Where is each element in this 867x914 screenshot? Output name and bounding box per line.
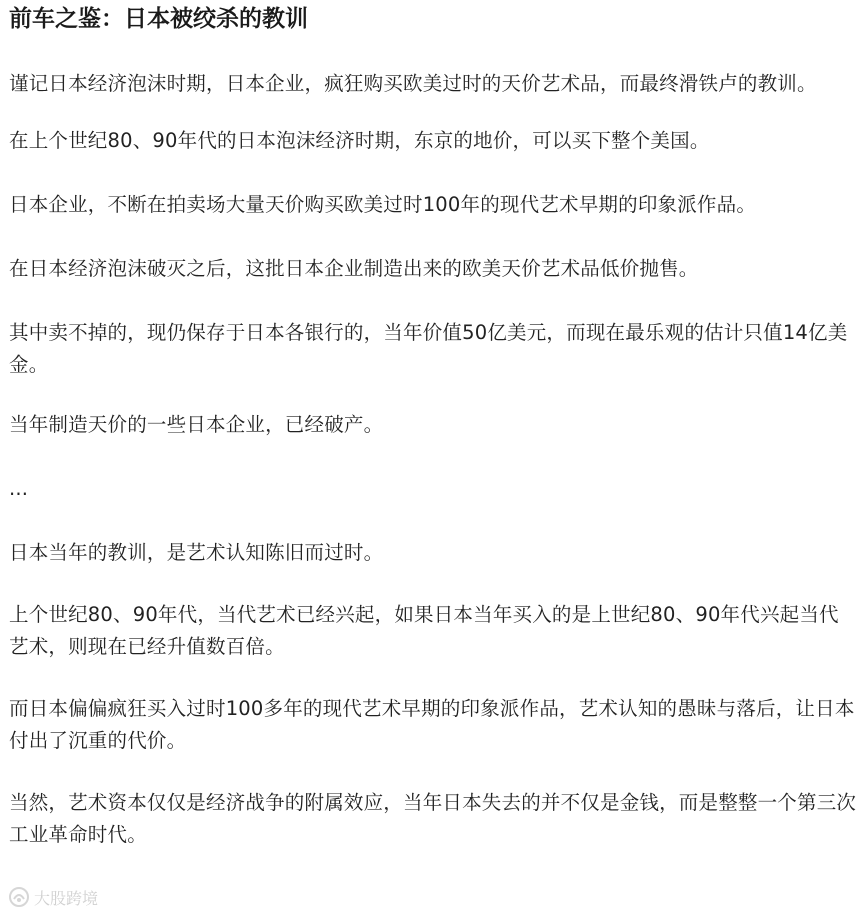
paragraph-ellipsis: ... <box>9 477 29 500</box>
article <box>9 0 857 851</box>
paragraph-6: 当年制造天价的一些日本企业，已经破产。 <box>9 413 384 436</box>
paragraph-8: 上个世纪80、90年代，当代艺术已经兴起，如果日本当年买入的是上世纪80、90年代兴起当代艺术，则现在已经升值数百倍。 <box>9 603 839 658</box>
paragraph-7: 日本当年的教训，是艺术认知陈旧而过时。 <box>9 541 384 564</box>
paragraph-9: 而日本偏偏疯狂买入过时100多年的现代艺术早期的印象派作品，艺术认知的愚昧与落后，让日本付出了沉重的代价。 <box>9 697 855 752</box>
article-title: 前车之鉴：日本被绞杀的教训 <box>9 6 308 32</box>
logo-icon <box>8 886 30 908</box>
paragraph-1: 谨记日本经济泡沫时期，日本企业，疯狂购买欧美过时的天价艺术品，而最终滑铁卢的教训。 <box>9 72 817 95</box>
paragraph-4: 在日本经济泡沫破灭之后，这批日本企业制造出来的欧美天价艺术品低价抛售。 <box>9 257 699 280</box>
watermark <box>8 884 98 910</box>
paragraph-5: 其中卖不掉的，现仍保存于日本各银行的，当年价值50亿美元，而现在最乐观的估计只值14亿美金。 <box>9 321 848 376</box>
paragraph-10: 当然，艺术资本仅仅是经济战争的附属效应，当年日本失去的并不仅是金钱，而是整整一个第三次工业革命时代。 <box>9 791 857 846</box>
paragraph-2: 在上个世纪80、90年代的日本泡沫经济时期，东京的地价，可以买下整个美国。 <box>9 129 710 152</box>
watermark-text: 大股跨境 <box>34 888 99 908</box>
paragraph-3: 日本企业，不断在拍卖场大量天价购买欧美过时100年的现代艺术早期的印象派作品。 <box>9 193 757 216</box>
